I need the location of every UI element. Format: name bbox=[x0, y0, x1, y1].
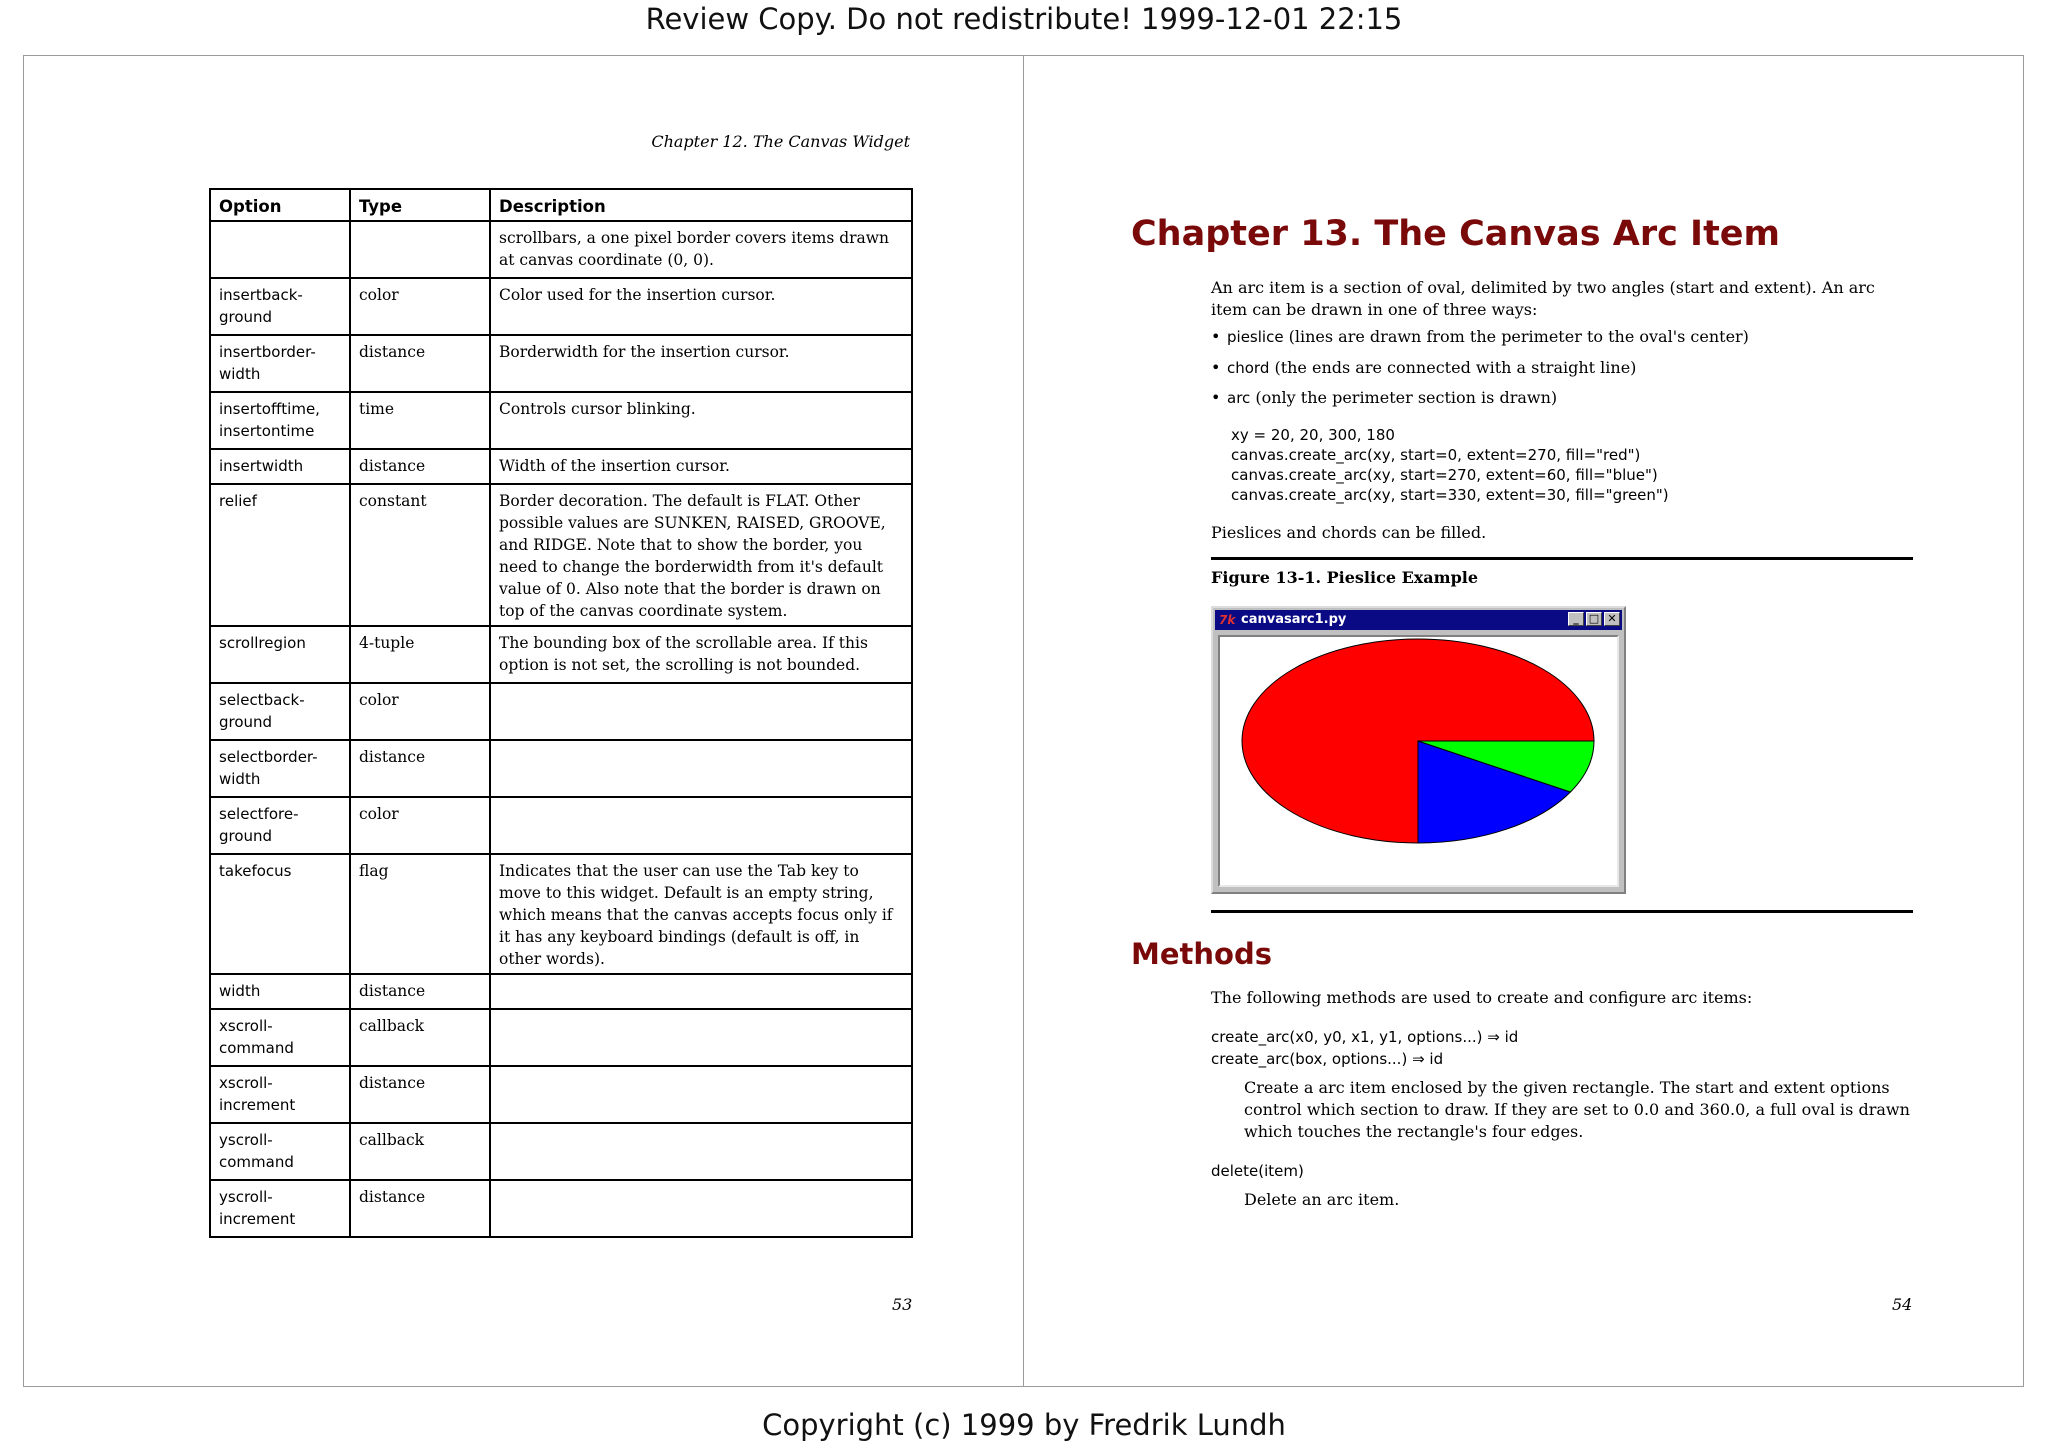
option-cell: insertwidth bbox=[210, 449, 350, 484]
method-description: Delete an arc item. bbox=[1244, 1190, 1400, 1209]
figure-caption: Figure 13-1. Pieslice Example bbox=[1211, 568, 1479, 587]
description-cell: Borderwidth for the insertion cursor. bbox=[490, 335, 912, 392]
style-description: (only the perimeter section is drawn) bbox=[1250, 388, 1558, 407]
options-table bbox=[209, 188, 913, 1238]
figure-window bbox=[1211, 606, 1626, 894]
type-cell: color bbox=[350, 683, 490, 740]
table-row bbox=[210, 974, 912, 1009]
minimize-icon[interactable]: _ bbox=[1568, 612, 1584, 626]
description-cell bbox=[490, 683, 912, 740]
table-row bbox=[210, 1123, 912, 1180]
style-term: arc bbox=[1227, 389, 1251, 407]
table-row bbox=[210, 392, 912, 449]
description-cell: Border decoration. The default is FLAT. Other possible values are SUNKEN, RAISED, GROOVE, and RIDGE. Note that to show the border, you need to change the borderwidth from it's default value of 0. Also note that the border is drawn on top of the canvas coordinate system. bbox=[490, 484, 912, 626]
description-cell: The bounding box of the scrollable area. If this option is not set, the scrolling is not bounded. bbox=[490, 626, 912, 683]
method-description: Create a arc item enclosed by the given rectangle. The start and extent options control which section to draw. If they are set to 0.0 and 360.0, a full oval is drawn which touches the rectangle's four edges. bbox=[1244, 1078, 1910, 1141]
type-cell: distance bbox=[350, 1066, 490, 1123]
description-cell bbox=[490, 1009, 912, 1066]
pieslice-drawing bbox=[1220, 637, 1617, 885]
option-cell: scrollregion bbox=[210, 626, 350, 683]
type-cell: distance bbox=[350, 335, 490, 392]
figure-bottom-rule bbox=[1211, 910, 1913, 913]
code-example: xy = 20, 20, 300, 180 canvas.create_arc(xy, start=0, extent=270, fill="red") canvas.create_arc(xy, start=270, extent=60, fill="blue") canvas.create_arc(xy, start=330, extent=30, fill="green") bbox=[1231, 426, 1669, 504]
table-row bbox=[210, 854, 912, 974]
type-cell: callback bbox=[350, 1009, 490, 1066]
table-row bbox=[210, 221, 912, 278]
type-cell: color bbox=[350, 797, 490, 854]
arc-styles-list bbox=[1211, 327, 1911, 419]
table-row bbox=[210, 626, 912, 683]
figure-top-rule bbox=[1211, 557, 1913, 560]
option-cell: insertback-ground bbox=[210, 278, 350, 335]
description-cell bbox=[490, 1180, 912, 1237]
table-header-row bbox=[210, 189, 912, 221]
option-cell: yscroll-increment bbox=[210, 1180, 350, 1237]
intro-paragraph: An arc item is a section of oval, delimited by two angles (start and extent). An arc item can be drawn in one of three ways: bbox=[1211, 278, 1875, 319]
window-title: canvasarc1.py bbox=[1241, 612, 1347, 627]
type-cell: distance bbox=[350, 1180, 490, 1237]
style-term: pieslice bbox=[1227, 328, 1284, 346]
bullet-icon: • bbox=[1211, 357, 1221, 377]
description-cell: Controls cursor blinking. bbox=[490, 392, 912, 449]
type-cell: flag bbox=[350, 854, 490, 974]
option-cell: selectback-ground bbox=[210, 683, 350, 740]
style-description: (lines are drawn from the perimeter to the oval's center) bbox=[1283, 327, 1749, 346]
method-signature: delete(item) bbox=[1211, 1162, 1304, 1180]
description-cell bbox=[490, 1066, 912, 1123]
table-row bbox=[210, 1180, 912, 1237]
list-item bbox=[1211, 388, 1911, 419]
option-cell: selectfore-ground bbox=[210, 797, 350, 854]
page-number-right: 54 bbox=[1892, 1295, 1913, 1314]
maximize-icon[interactable]: □ bbox=[1586, 612, 1602, 626]
type-cell: color bbox=[350, 278, 490, 335]
type-cell: 4-tuple bbox=[350, 626, 490, 683]
page-number-left: 53 bbox=[892, 1295, 913, 1314]
option-cell: takefocus bbox=[210, 854, 350, 974]
description-cell bbox=[490, 740, 912, 797]
methods-intro: The following methods are used to create and configure arc items: bbox=[1211, 988, 1753, 1007]
style-term: chord bbox=[1227, 358, 1270, 377]
table-row bbox=[210, 740, 912, 797]
option-cell: insertborder-width bbox=[210, 335, 350, 392]
window-titlebar bbox=[1215, 610, 1622, 630]
methods-heading: Methods bbox=[1131, 937, 1272, 971]
table-row bbox=[210, 335, 912, 392]
type-cell: time bbox=[350, 392, 490, 449]
table-row bbox=[210, 683, 912, 740]
table-row bbox=[210, 1066, 912, 1123]
table-row bbox=[210, 1009, 912, 1066]
review-banner: Review Copy. Do not redistribute! 1999-12-01 22:15 bbox=[645, 2, 1403, 36]
canvas-area bbox=[1218, 635, 1619, 887]
copyright-banner: Copyright (c) 1999 by Fredrik Lundh bbox=[762, 1408, 1286, 1442]
description-cell bbox=[490, 797, 912, 854]
type-cell: constant bbox=[350, 484, 490, 626]
method-signature: create_arc(x0, y0, x1, y1, options...) ⇒ id bbox=[1211, 1028, 1519, 1046]
table-row bbox=[210, 278, 912, 335]
header-option: Option bbox=[210, 189, 350, 221]
option-cell: yscroll-command bbox=[210, 1123, 350, 1180]
list-item bbox=[1211, 327, 1911, 358]
table-row bbox=[210, 484, 912, 626]
method-signature: create_arc(box, options...) ⇒ id bbox=[1211, 1050, 1444, 1068]
header-type: Type bbox=[350, 189, 490, 221]
option-cell: relief bbox=[210, 484, 350, 626]
description-cell: Width of the insertion cursor. bbox=[490, 449, 912, 484]
option-cell: xscroll-increment bbox=[210, 1066, 350, 1123]
type-cell bbox=[350, 221, 490, 278]
type-cell: distance bbox=[350, 449, 490, 484]
close-icon[interactable]: ✕ bbox=[1604, 612, 1620, 626]
fill-note: Pieslices and chords can be filled. bbox=[1211, 523, 1487, 542]
table-row bbox=[210, 449, 912, 484]
table-row bbox=[210, 797, 912, 854]
header-description: Description bbox=[490, 189, 912, 221]
description-cell bbox=[490, 974, 912, 1009]
list-item bbox=[1211, 358, 1911, 389]
type-cell: callback bbox=[350, 1123, 490, 1180]
chapter-title: Chapter 13. The Canvas Arc Item bbox=[1131, 214, 1781, 254]
option-cell bbox=[210, 221, 350, 278]
type-cell: distance bbox=[350, 740, 490, 797]
running-header: Chapter 12. The Canvas Widget bbox=[651, 132, 910, 151]
description-cell bbox=[490, 1123, 912, 1180]
option-cell: selectborder-width bbox=[210, 740, 350, 797]
page-divider bbox=[1023, 55, 1024, 1387]
option-cell: width bbox=[210, 974, 350, 1009]
type-cell: distance bbox=[350, 974, 490, 1009]
option-cell: insertofftime, insertontime bbox=[210, 392, 350, 449]
description-cell: Indicates that the user can use the Tab key to move to this widget. Default is an empty string, which means that the canvas accepts focus only if it has any keyboard bindings (default is off, in other words). bbox=[490, 854, 912, 974]
bullet-icon: • bbox=[1211, 388, 1221, 407]
style-description: (the ends are connected with a straight line) bbox=[1269, 357, 1637, 377]
option-cell: xscroll-command bbox=[210, 1009, 350, 1066]
bullet-icon: • bbox=[1211, 327, 1221, 346]
description-cell: Color used for the insertion cursor. bbox=[490, 278, 912, 335]
tk-logo-icon: 7k bbox=[1219, 613, 1236, 627]
description-cell: scrollbars, a one pixel border covers items drawn at canvas coordinate (0, 0). bbox=[490, 221, 912, 278]
